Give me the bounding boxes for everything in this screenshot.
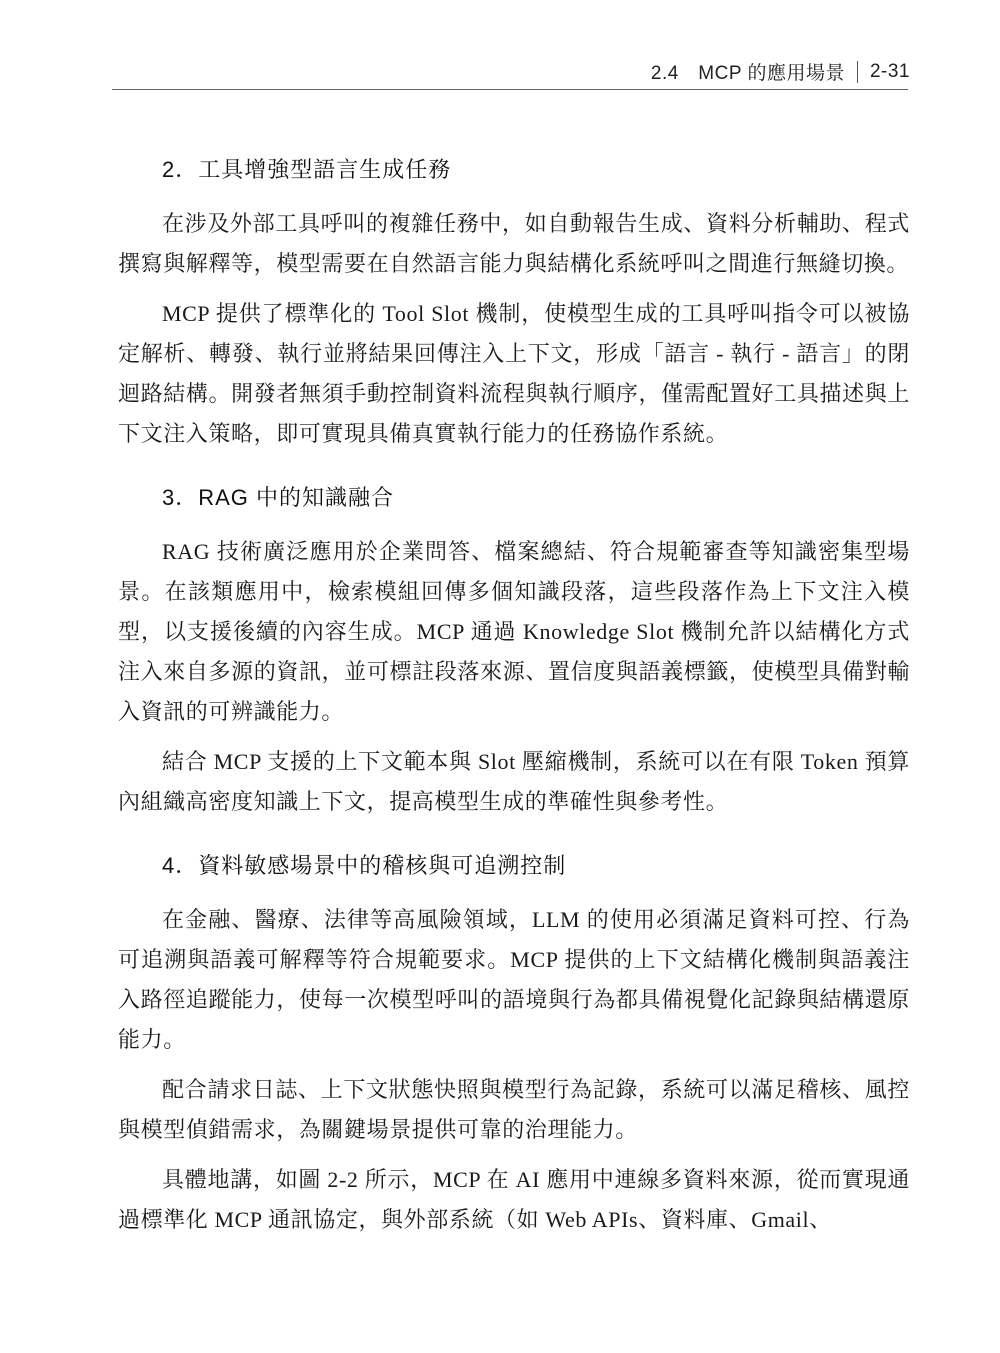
paragraph: 配合請求日誌、上下文狀態快照與模型行為記錄，系統可以滿足稽核、風控與模型偵錯需求，為關鍵場景提供可靠的治理能力。 — [118, 1077, 910, 1142]
paragraph: 具體地講，如圖 2-2 所示，MCP 在 AI 應用中連線多資料來源，從而實現通過標準化 MCP 通訊協定，與外部系統（如 Web APIs、資料庫、Gmail、 — [118, 1167, 910, 1232]
page-body — [118, 150, 910, 1250]
header-section-title: 2.4 MCP 的應用場景 — [650, 63, 845, 84]
section-heading: 2．工具增強型語言生成任務 — [162, 157, 452, 182]
running-header — [651, 58, 910, 85]
section-tool-augmented — [118, 150, 910, 454]
section-audit-traceability — [118, 846, 910, 1240]
paragraph: 在涉及外部工具呼叫的複雜任務中，如自動報告生成、資料分析輔助、程式撰寫與解釋等，模型需要在自然語言能力與結構化系統呼叫之間進行無縫切換。 — [118, 211, 910, 276]
header-divider — [857, 61, 858, 83]
paragraph: 結合 MCP 支援的上下文範本與 Slot 壓縮機制，系統可以在有限 Token 預算內組織高密度知識上下文，提高模型生成的準確性與參考性。 — [118, 749, 910, 814]
section-heading: 4．資料敏感場景中的稽核與可追溯控制 — [162, 853, 567, 878]
section-heading: 3．RAG 中的知識融合 — [162, 485, 395, 510]
header-page-number: 2-31 — [869, 60, 910, 82]
section-rag-fusion — [118, 478, 910, 822]
paragraph: MCP 提供了標準化的 Tool Slot 機制，使模型生成的工具呼叫指令可以被協定解析、轉發、執行並將結果回傳注入上下文，形成「語言 - 執行 - 語言」的閉迴路結構。開發者無須手動控制資料流程與執行順序，僅需配置好工具描述與上下文注入策略，即可實現具備真實執行能力的任務協作系統。 — [118, 301, 910, 446]
paragraph: RAG 技術廣泛應用於企業問答、檔案總結、符合規範審查等知識密集型場景。在該類應用中，檢索模組回傳多個知識段落，這些段落作為上下文注入模型，以支援後續的內容生成。MCP 通過 Knowledge Slot 機制允許以結構化方式注入來自多源的資訊，並可標註段落來源、置信度與語義標籤，使模型具備對輸入資訊的可辨識能力。 — [118, 539, 910, 724]
header-rule — [112, 89, 908, 90]
paragraph: 在金融、醫療、法律等高風險領域，LLM 的使用必須滿足資料可控、行為可追溯與語義可解釋等符合規範要求。MCP 提供的上下文結構化機制與語義注入路徑追蹤能力，使每一次模型呼叫的語境與行為都具備視覺化記錄與結構還原能力。 — [118, 907, 910, 1052]
